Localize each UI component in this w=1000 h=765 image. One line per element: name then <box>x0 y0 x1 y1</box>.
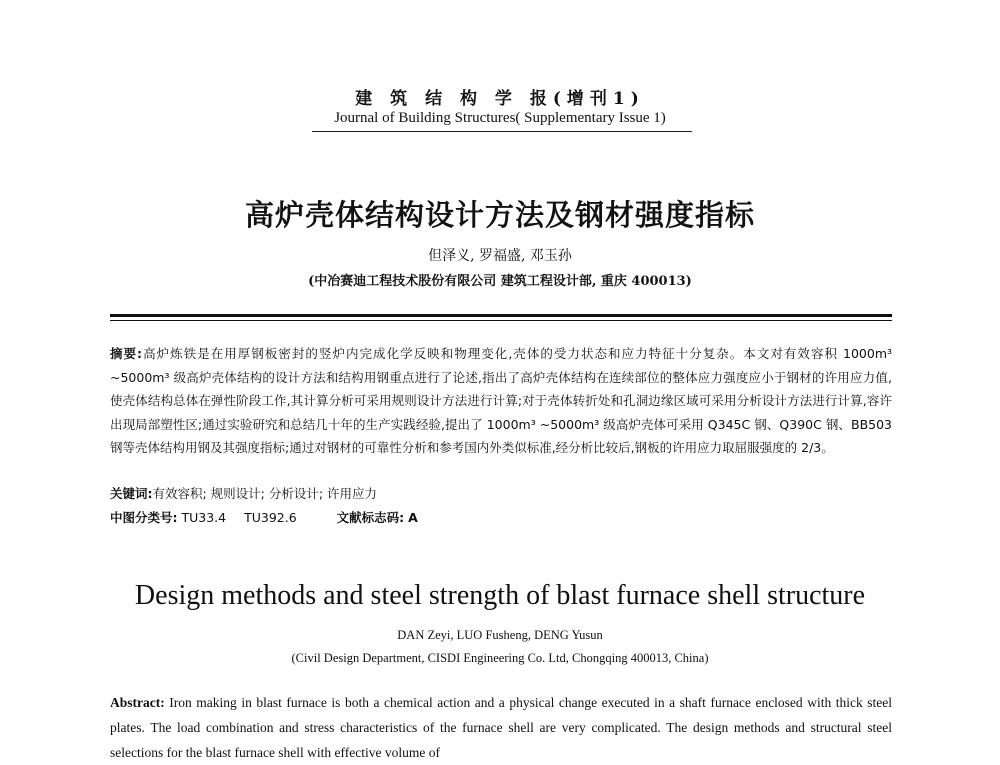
abstract-cn <box>110 342 892 460</box>
authors-cn: 但泽义, 罗福盛, 邓玉孙 <box>428 248 572 264</box>
keywords-cn <box>110 484 892 502</box>
paper-title-cn: 高炉壳体结构设计方法及钢材强度指标 <box>244 198 755 232</box>
abstract-text-en: Iron making in blast furnace is both a chemical action and a physical change executed in a shaft furnace enclosed with thick steel plates. The load combination and stress characteristics of the furnace shell are very complicated. The design methods and structural steel selections for the blast furnace shell with effective volume of <box>110 695 893 760</box>
journal-underline <box>312 131 692 132</box>
keywords-text-cn: 有效容积; 规则设计; 分析设计; 许用应力 <box>152 486 378 501</box>
class-code-2: TU392.6 <box>244 510 297 525</box>
paper-title-en: Design methods and steel strength of blast furnace shell structure <box>134 580 866 611</box>
doc-code: A <box>408 510 418 525</box>
abstract-text-cn: 高炉炼铁是在用厚钢板密封的竖炉内完成化学反映和物理变化,壳体的受力状态和应力特征十分复杂。本文对有效容积 1000m³ ~5000m³ 级高炉壳体结构的设计方法和结构用钢重点进行了论述,指出了高炉壳体结构在连续部位的整体应力强度应小于钢材的许用应力值,使壳体结构总体在弹性阶段工作,其计算分析可采用规则设计方法进行计算;对于壳体转折处和孔洞边缘区域可采用分析设计方法进行计算,容许出现局部塑性区;通过实验研究和总结几十年的生产实践经验,提出了 1000m³ ~5000m³ 级高炉壳体可采用 Q345C 钢、Q390C 钢、BB503 钢等壳体结构用钢及其强度指标;通过对钢材的可靠性分析和参考国内外类似标准,经分析比较后,钢板的许用应力取屈服强度的 2/3。 <box>110 346 893 455</box>
abstract-label-cn: 摘要: <box>110 346 143 361</box>
abstract-en <box>110 690 892 765</box>
header-rule-thick <box>110 314 892 317</box>
keywords-label-cn: 关键词: <box>110 486 153 501</box>
doc-code-label: 文献标志码: <box>336 510 405 525</box>
affiliation-cn: (中冶赛迪工程技术股份有限公司 建筑工程设计部, 重庆 400013) <box>308 274 692 289</box>
abstract-label-en: Abstract: <box>110 695 165 710</box>
authors-en: DAN Zeyi, LUO Fusheng, DENG Yusun <box>397 628 603 642</box>
header-rule-thin <box>110 320 892 321</box>
journal-name-en: Journal of Building Structures( Supplementary Issue 1) <box>334 110 666 126</box>
affiliation-en: (Civil Design Department, CISDI Engineering Co. Ltd, Chongqing 400013, China) <box>291 651 709 665</box>
class-code-1: TU33.4 <box>181 510 227 525</box>
classification-line <box>110 508 892 526</box>
class-label: 中图分类号: <box>110 510 178 525</box>
journal-name-cn: 建 筑 结 构 学 报(增刊1) <box>355 89 645 109</box>
